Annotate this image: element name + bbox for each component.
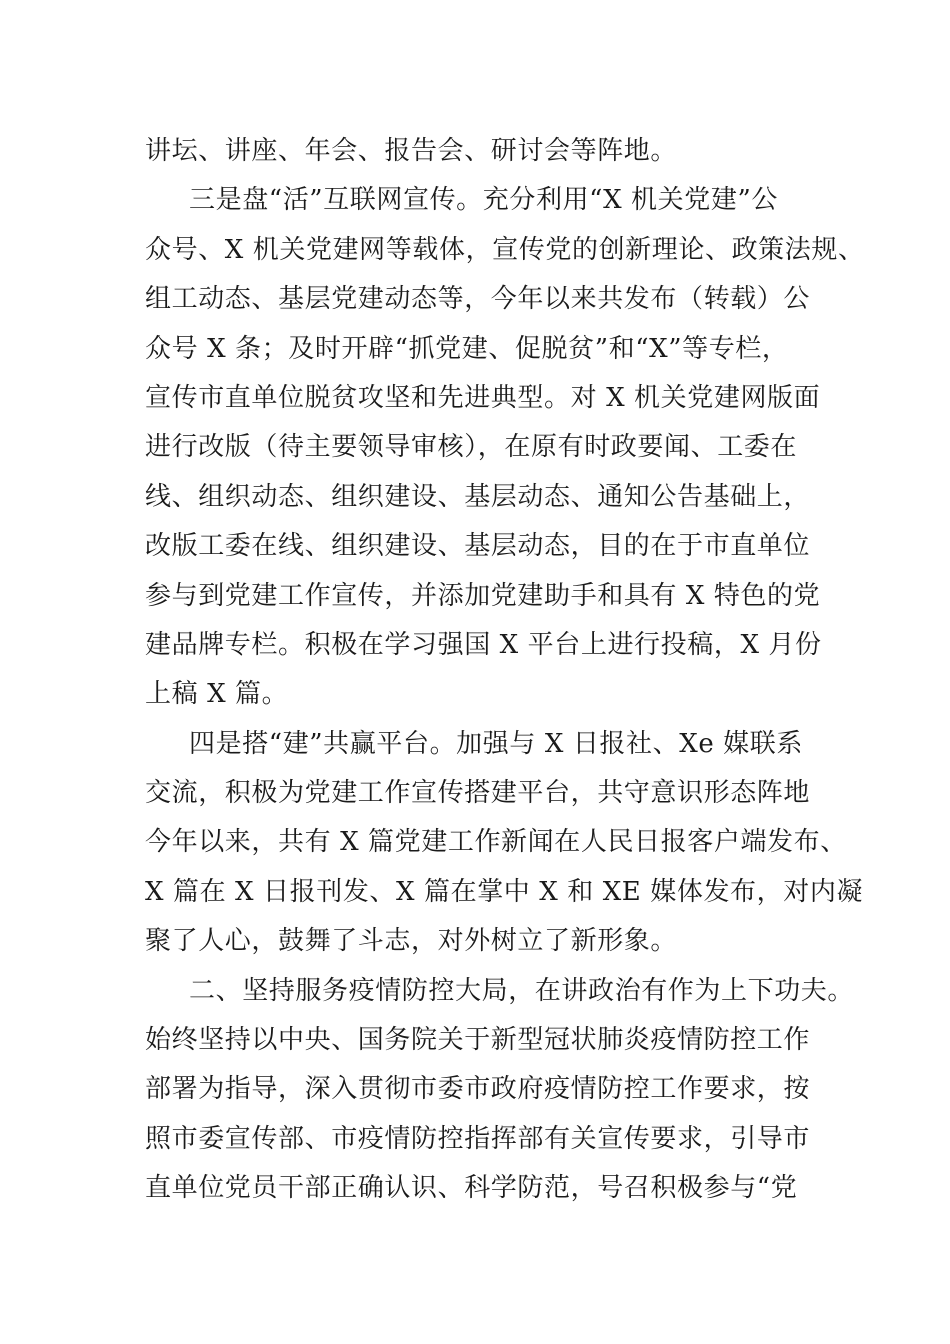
text-line: 交流，积极为党建工作宣传搭建平台，共守意识形态阵地: [145, 778, 811, 809]
text-line: 讲坛、讲座、年会、报告会、研讨会等阵地。: [145, 136, 678, 166]
text-line: 上稿 X 篇。: [145, 679, 289, 710]
text-line: X 篇在 X 日报刊发、X 篇在掌中 X 和 XE 媒体发布，对内凝: [145, 876, 864, 907]
text-line: 众号 X 条；及时开辟“抓党建、促脱贫”和“X”等专栏，: [145, 333, 789, 364]
text-line: 宣传市直单位脱贫攻坚和先进典型。对 X 机关党建网版面: [145, 382, 821, 413]
text-line: 众号、X 机关党建网等载体，宣传党的创新理论、政策法规、: [145, 234, 865, 265]
text-line: 照市委宣传部、市疫情防控指挥部有关宣传要求，引导市: [145, 1123, 811, 1154]
text-line: 进行改版（待主要领导审核），在原有时政要闻、工委在: [145, 432, 798, 463]
text-line: 部署为指导，深入贯彻市委市政府疫情防控工作要求，按: [145, 1074, 811, 1105]
text-line: 组工动态、基层党建动态等，今年以来共发布（转载）公: [145, 284, 811, 315]
text-line: 今年以来，共有 X 篇党建工作新闻在人民日报客户端发布、: [145, 827, 847, 858]
body-text: [145, 127, 865, 1214]
text-line: 线、组织动态、组织建设、基层动态、通知公告基础上，: [145, 481, 811, 512]
text-line: 建品牌专栏。积极在学习强国 X 平台上进行投稿，X 月份: [145, 629, 822, 660]
text-line: 始终坚持以中央、国务院关于新型冠状肺炎疫情防控工作: [145, 1025, 811, 1056]
text-line: 聚了人心，鼓舞了斗志，对外树立了新形象。: [145, 926, 678, 957]
paragraph-first-line: 二、坚持服务疫情防控大局，在讲政治有作为上下功夫。: [189, 975, 855, 1006]
text-line: 参与到党建工作宣传，并添加党建助手和具有 X 特色的党: [145, 580, 821, 611]
text-line: 直单位党员干部正确认识、科学防范，号召积极参与“党: [145, 1173, 798, 1204]
text-line: 改版工委在线、组织建设、基层动态，目的在于市直单位: [145, 531, 811, 562]
paragraph-first-line: 四是搭“建”共赢平台。加强与 X 日报社、Xe 媒联系: [189, 728, 803, 759]
paragraph-first-line: 三是盘“活”互联网宣传。充分利用“X 机关党建”公: [189, 185, 778, 216]
